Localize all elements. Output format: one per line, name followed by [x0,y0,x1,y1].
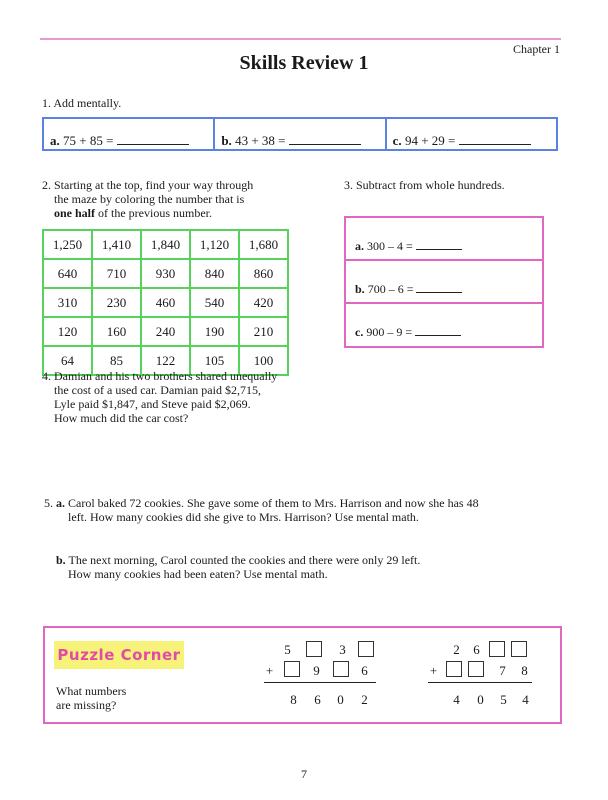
maze-cell[interactable]: 210 [239,317,288,346]
answer-blank[interactable] [289,132,361,145]
missing-digit-box[interactable] [306,641,322,657]
q3-item-letter: c. [355,325,364,339]
maze-cell[interactable]: 840 [190,259,239,288]
digit: 6 [314,692,321,707]
maze-cell[interactable]: 240 [141,317,190,346]
digit: 2 [361,692,368,707]
plus-sign: + [265,663,274,678]
maze-row [43,230,288,259]
q1-item-letter: a. [50,133,60,148]
q1-item-expr: 94 + 29 = [404,133,456,148]
maze-cell[interactable]: 640 [43,259,92,288]
sum-line [428,682,532,683]
puzzle-question-line: What numbers [56,684,127,698]
q5-number: 5. [44,496,53,510]
q3-item-expr: 300 – 4 = [367,239,413,253]
q3-item-letter: a. [355,239,364,253]
puzzle-corner-title: Puzzle Corner [54,641,184,669]
q4-line: 4. Damian and his two brothers shared unequally [42,369,278,383]
maze-row [43,288,288,317]
maze-cell[interactable]: 420 [239,288,288,317]
q1-item-c [385,119,556,149]
answer-blank[interactable] [415,323,461,336]
page-title: Skills Review 1 [239,52,369,74]
q5b [56,553,420,581]
missing-digit-box[interactable] [333,661,349,677]
q1-prompt: 1. Add mentally. [42,96,122,110]
maze-row [43,259,288,288]
q2-emphasis: one half [54,206,96,220]
maze-cell[interactable]: 105 [190,346,239,375]
q3-item-a [346,218,542,261]
digit: 2 [453,642,460,657]
q4-line: the cost of a used car. Damian paid $2,715, [54,383,261,397]
answer-blank[interactable] [459,132,531,145]
q3-item-letter: b. [355,282,365,296]
q3-item-c [346,304,542,347]
maze-cell[interactable]: 540 [190,288,239,317]
maze-cell[interactable]: 460 [141,288,190,317]
maze-cell[interactable]: 710 [92,259,141,288]
q2-line [42,206,253,220]
q3-item-expr: 700 – 6 = [367,282,414,296]
plus-sign: + [429,663,438,678]
q2-line-rest: of the previous number. [95,206,212,220]
answer-blank[interactable] [117,132,189,145]
digit: 3 [339,642,346,657]
answer-blank[interactable] [416,280,462,293]
q1-item-expr: 43 + 38 = [235,133,286,148]
sum-line [264,682,376,683]
digit: 6 [361,663,368,678]
answer-blank[interactable] [416,237,462,250]
chapter-label: Chapter 1 [513,42,560,56]
digit: 4 [453,692,460,707]
maze-cell[interactable]: 122 [141,346,190,375]
q4-prompt [42,369,277,425]
maze-cell[interactable]: 230 [92,288,141,317]
maze-cell[interactable]: 1,840 [141,230,190,259]
q1-item-a [44,119,213,149]
q4-line: Lyle paid $1,847, and Steve paid $2,069. [54,397,251,411]
missing-digit-box[interactable] [489,641,505,657]
q1-box [42,117,558,151]
digit: 5 [284,642,291,657]
digit: 5 [500,692,507,707]
missing-digit-box[interactable] [511,641,527,657]
digit: 8 [521,663,528,678]
maze-cell[interactable]: 1,410 [92,230,141,259]
maze-cell[interactable]: 1,250 [43,230,92,259]
q3-item-expr: 900 – 9 = [366,325,413,339]
q3-item-b [346,261,542,304]
q3-box [344,216,544,348]
q5b-line: How many cookies had been eaten? Use mental math. [68,567,328,581]
maze-cell[interactable]: 85 [92,346,141,375]
digit: 0 [337,692,344,707]
maze-cell[interactable]: 860 [239,259,288,288]
q4-line: How much did the car cost? [54,411,189,425]
missing-digit-box[interactable] [284,661,300,677]
digit: 7 [499,663,506,678]
q5a-letter: a. [56,496,65,510]
page-number: 7 [301,767,307,781]
maze-grid [42,229,289,376]
maze-cell[interactable]: 160 [92,317,141,346]
header-rule [40,38,561,40]
puzzle-question-line: are missing? [56,698,117,712]
q5a-line: Carol baked 72 cookies. She gave some of them to Mrs. Harrison and now she has 48 [68,496,479,510]
digit: 9 [313,663,320,678]
q5a-line: left. How many cookies did she give to Mrs. Harrison? Use mental math. [68,510,419,524]
q5a [56,496,479,524]
maze-cell[interactable]: 930 [141,259,190,288]
q5b-line: The next morning, Carol counted the cookies and there were only 29 left. [68,553,421,567]
maze-cell[interactable]: 1,120 [190,230,239,259]
maze-cell[interactable]: 120 [43,317,92,346]
q1-item-letter: c. [392,133,402,148]
q1-item-b [213,119,384,149]
q1-item-expr: 75 + 85 = [63,133,114,148]
missing-digit-box[interactable] [468,661,484,677]
maze-cell[interactable]: 190 [190,317,239,346]
puzzle-question [56,684,126,712]
maze-row [43,317,288,346]
maze-cell[interactable]: 1,680 [239,230,288,259]
q2-line: the maze by coloring the number that is [54,192,245,206]
maze-cell[interactable]: 100 [239,346,288,375]
digit: 4 [522,692,529,707]
missing-digit-box[interactable] [358,641,374,657]
digit: 8 [290,692,297,707]
maze-cell[interactable]: 310 [43,288,92,317]
maze-cell[interactable]: 64 [43,346,92,375]
digit: 6 [473,642,480,657]
q5b-letter: b. [56,553,66,567]
q3-prompt: 3. Subtract from whole hundreds. [344,178,505,192]
q2-line: 2. Starting at the top, find your way through [42,178,254,192]
q2-prompt [42,178,253,220]
digit: 0 [477,692,484,707]
missing-digit-box[interactable] [446,661,462,677]
q1-item-letter: b. [221,133,232,148]
